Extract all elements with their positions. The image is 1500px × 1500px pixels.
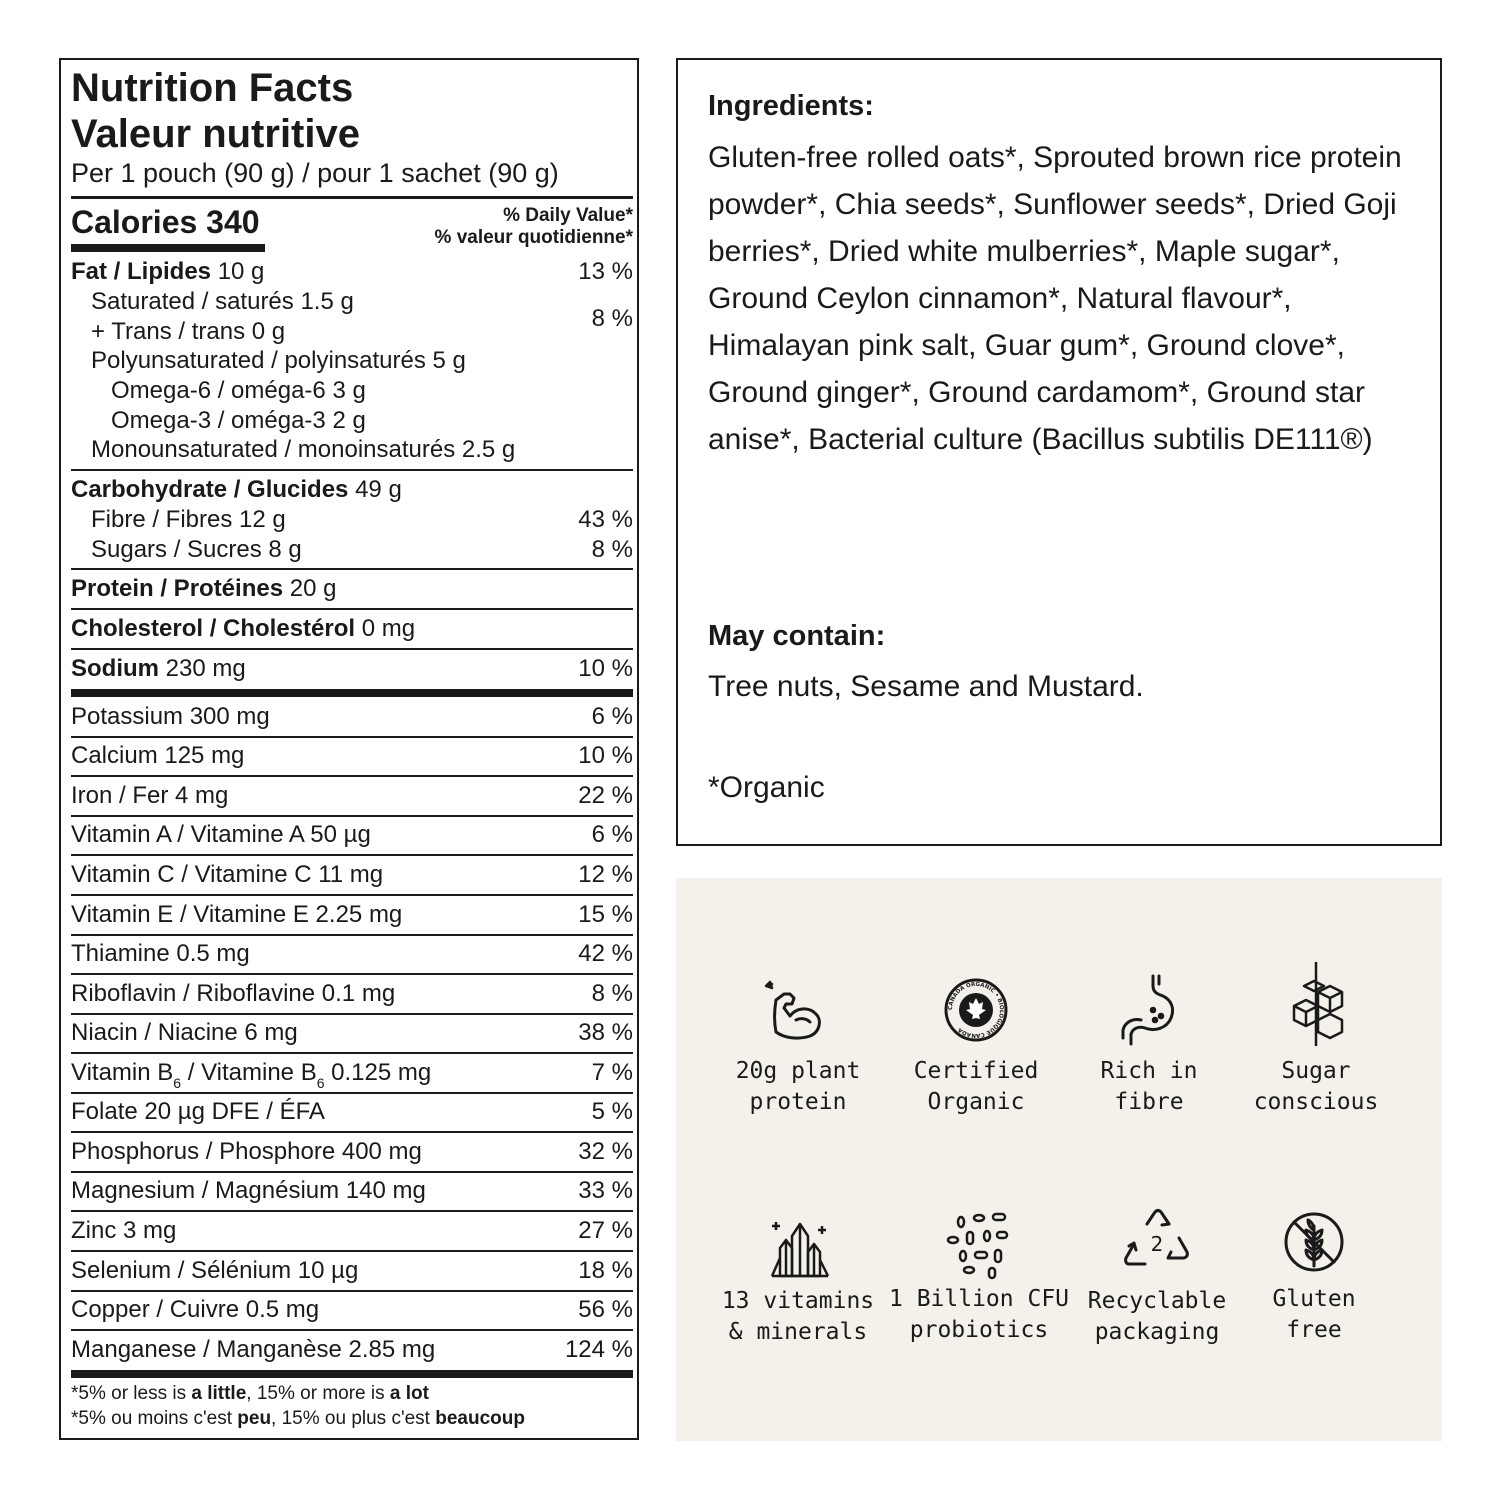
mineral-row: Zinc 3 mg 27 %	[71, 1217, 633, 1244]
gluten-free-icon	[1274, 1204, 1354, 1284]
benefit-organic: CANADA ORGANIC • BIOLOGIQUE CANADA Certified Organic	[886, 970, 1066, 1050]
carb-row: Carbohydrate / Glucides 49 g	[71, 476, 402, 503]
mineral-row: Phosphorus / Phosphore 400 mg 32 %	[71, 1138, 633, 1165]
omega3-row: Omega-3 / oméga-3 2 g	[111, 407, 366, 434]
may-contain-text: Tree nuts, Sesame and Mustard.	[708, 670, 1144, 703]
may-contain-heading: May contain:	[708, 620, 886, 652]
thick-divider	[71, 1370, 633, 1378]
nutrition-facts-panel	[59, 58, 639, 1440]
benefit-sugar: Sugar conscious	[1226, 960, 1406, 1050]
saturated-row: Saturated / saturés 1.5 g	[91, 288, 354, 315]
mineral-row: Magnesium / Magnésium 140 mg 33 %	[71, 1177, 633, 1204]
protein-row: Protein / Protéines 20 g	[71, 575, 337, 602]
seal-text: CANADA ORGANIC • BIOLOGIQUE CANADA	[947, 981, 1005, 1039]
serving-size: Per 1 pouch (90 g) / pour 1 sachet (90 g)	[71, 158, 559, 188]
benefit-protein: 20g plant protein	[708, 970, 888, 1050]
flexed-arm-icon	[758, 970, 838, 1050]
mineral-row: Vitamin A / Vitamine A 50 µg 6 %	[71, 821, 633, 848]
title-en: Nutrition Facts	[71, 66, 354, 110]
fibre-row: Fibre / Fibres 12 g 43 %	[91, 506, 633, 533]
thick-divider	[71, 689, 633, 697]
mineral-row: Manganese / Manganèse 2.85 mg 124 %	[71, 1336, 633, 1363]
benefit-vitamins: 13 vitamins & minerals	[708, 1204, 888, 1284]
recycle-number: 2	[1150, 1232, 1164, 1256]
ingredients-heading: Ingredients:	[708, 90, 874, 122]
ingredients-text: Gluten-free rolled oats*, Sprouted brown rice protein powder*, Chia seeds*, Sunflower seeds*, Dried Goji berries*, Dried white mulberries*, Maple sugar*, Ground Ceylon cinnamon*, Natural flavour*, Himalayan pink salt, Guar gum*, Ground clove*, Ground ginger*, Ground cardamom*, Ground star anise*, Bacterial culture (Bacillus subtilis DE111®)	[708, 141, 1402, 456]
recycle-icon	[1117, 1204, 1197, 1284]
sodium-row: Sodium 230 mg 10 %	[71, 655, 633, 682]
benefits-panel	[676, 878, 1442, 1441]
benefit-gluten-free: Gluten free	[1224, 1204, 1404, 1284]
cholesterol-row: Cholesterol / Cholestérol 0 mg	[71, 615, 416, 642]
probiotics-icon	[939, 1204, 1019, 1284]
mineral-row: Copper / Cuivre 0.5 mg 56 %	[71, 1296, 633, 1323]
sugar-cubes-icon	[1276, 960, 1356, 1050]
trans-row: + Trans / trans 0 g	[91, 318, 286, 345]
mineral-row: Niacin / Niacine 6 mg 38 %	[71, 1019, 633, 1046]
calories: Calories 340	[71, 204, 260, 240]
organic-note: *Organic	[708, 771, 825, 804]
crystals-icon	[758, 1204, 838, 1284]
mineral-row: Selenium / Sélénium 10 µg 18 %	[71, 1257, 633, 1284]
daily-value-header: % Daily Value* % valeur quotidienne*	[434, 205, 633, 248]
sat-trans-dv: 8 %	[591, 305, 633, 332]
mineral-row: Riboflavin / Riboflavine 0.1 mg 8 %	[71, 980, 633, 1007]
mineral-row: Potassium 300 mg 6 %	[71, 703, 633, 730]
divider	[71, 196, 633, 199]
benefit-fibre: Rich in fibre	[1059, 970, 1239, 1050]
calories-bar	[71, 244, 265, 252]
mono-row: Monounsaturated / monoinsaturés 2.5 g	[91, 436, 516, 463]
stomach-icon	[1109, 970, 1189, 1050]
vitamin-b6-row: Vitamin $B_6$ / Vitamine $B_6$ 0.125 mg 7 %	[71, 1059, 633, 1091]
footnote-en: *5% or less is a little, 15% or more is a lot	[71, 1383, 429, 1404]
mineral-row: Calcium 125 mg 10 %	[71, 742, 633, 769]
footnote-fr: *5% ou moins c'est peu, 15% ou plus c'est beaucoup	[71, 1408, 525, 1429]
mineral-row: Iron / Fer 4 mg 22 %	[71, 782, 633, 809]
benefit-probiotics: 1 Billion CFU probiotics	[889, 1204, 1069, 1284]
mineral-row: Vitamin C / Vitamine C 11 mg 12 %	[71, 861, 633, 888]
canada-organic-seal-icon	[936, 970, 1016, 1050]
sugars-row: Sugars / Sucres 8 g 8 %	[91, 536, 633, 563]
mineral-row: Vitamin E / Vitamine E 2.25 mg 15 %	[71, 901, 633, 928]
benefit-recyclable: 2 Recyclable packaging	[1067, 1204, 1247, 1284]
poly-row: Polyunsaturated / polyinsaturés 5 g	[91, 347, 466, 374]
ingredients-panel	[676, 58, 1442, 846]
omega6-row: Omega-6 / oméga-6 3 g	[111, 377, 366, 404]
title-fr: Valeur nutritive	[71, 112, 360, 156]
mineral-row: Folate 20 µg DFE / ÉFA 5 %	[71, 1098, 633, 1125]
fat-row: Fat / Lipides 10 g 13 %	[71, 258, 633, 285]
mineral-row: Thiamine 0.5 mg 42 %	[71, 940, 633, 967]
